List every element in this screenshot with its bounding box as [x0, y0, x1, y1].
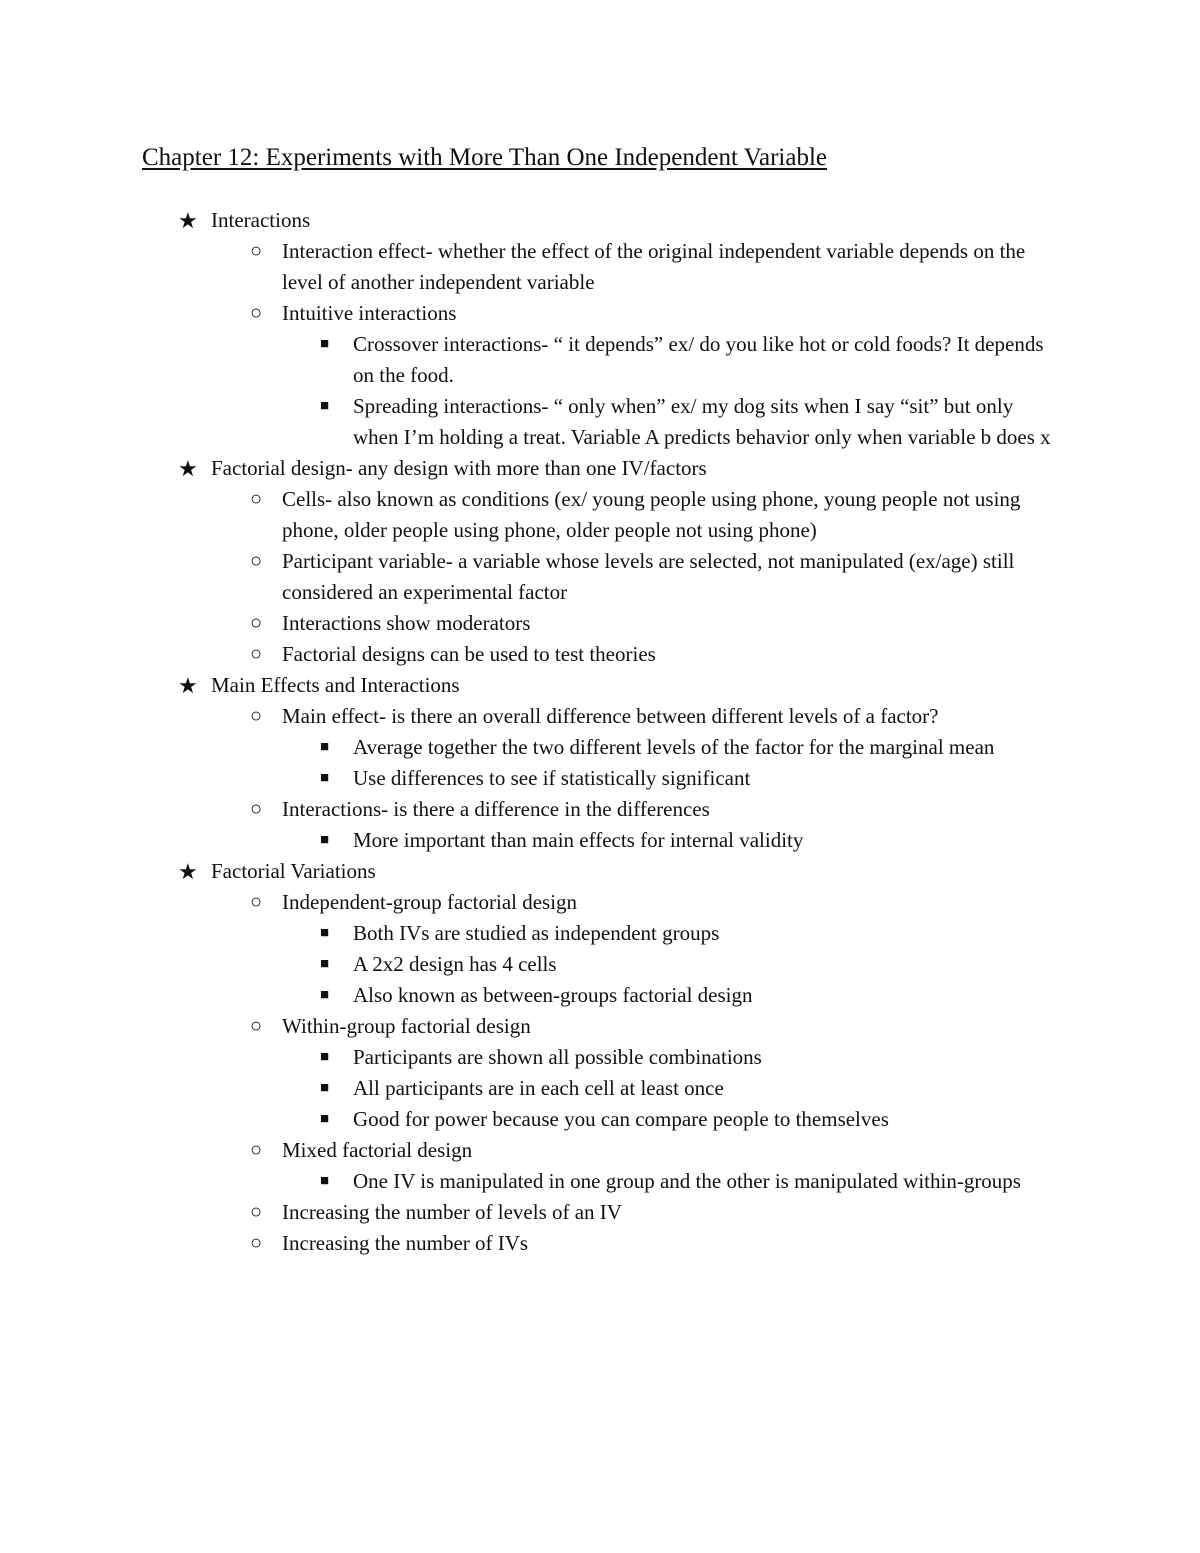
square-bullet-icon: ■	[320, 1080, 330, 1096]
circle-bullet-icon: ○	[250, 705, 263, 727]
outline-item-level-2	[142, 546, 1200, 608]
square-bullet-icon: ■	[320, 336, 330, 352]
circle-bullet-icon: ○	[250, 550, 263, 572]
square-bullet-icon: ■	[320, 1111, 330, 1127]
outline-item-text: Good for power because you can compare people to themselves	[353, 1107, 889, 1131]
circle-bullet-icon: ○	[250, 488, 263, 510]
outline-item-level-3	[142, 825, 1200, 856]
outline-item-level-2	[142, 236, 1200, 298]
outline-item-level-2	[142, 1228, 1200, 1259]
outline-item-text: Also known as between-groups factorial design	[353, 983, 753, 1007]
outline-item-text: Main effect- is there an overall difference between different levels of a factor?	[282, 704, 939, 728]
outline-item-text: Factorial design- any design with more than one IV/factors	[211, 456, 707, 480]
outline-item-text: Factorial Variations	[211, 859, 376, 883]
outline-item-level-2	[142, 701, 1200, 732]
outline-item-text: One IV is manipulated in one group and the other is manipulated within-groups	[353, 1169, 1021, 1193]
outline-item-text: Factorial designs can be used to test theories	[282, 642, 656, 666]
outline-item-text: Within-group factorial design	[282, 1014, 531, 1038]
circle-bullet-icon: ○	[250, 240, 263, 262]
outline-item-level-2	[142, 887, 1200, 918]
outline-item-level-3	[142, 732, 1200, 763]
outline-item-level-2	[142, 639, 1200, 670]
outline-item-level-1	[142, 453, 1200, 484]
outline-item-text: Interaction effect- whether the effect of the original independent variable depends on the level of another independent variable	[282, 239, 1026, 294]
outline-item-text: Participant variable- a variable whose levels are selected, not manipulated (ex/age) still considered an experimental factor	[282, 549, 1015, 604]
notes-outline	[142, 205, 1200, 1259]
outline-item-level-3	[142, 980, 1200, 1011]
square-bullet-icon: ■	[320, 832, 330, 848]
square-bullet-icon: ■	[320, 1173, 330, 1189]
square-bullet-icon: ■	[320, 956, 330, 972]
outline-item-level-2	[142, 794, 1200, 825]
star-bullet-icon: ★	[178, 859, 198, 884]
outline-item-text: Cells- also known as conditions (ex/ young people using phone, young people not using phone, older people using phone, older people not using phone)	[282, 487, 1021, 542]
outline-item-text: Interactions- is there a difference in the differences	[282, 797, 710, 821]
outline-item-text: All participants are in each cell at least once	[353, 1076, 724, 1100]
outline-item-level-2	[142, 1135, 1200, 1166]
star-bullet-icon: ★	[178, 208, 198, 233]
outline-item-level-3	[142, 918, 1200, 949]
outline-item-text: Interactions show moderators	[282, 611, 531, 635]
outline-item-level-2	[142, 484, 1200, 546]
outline-item-level-2	[142, 608, 1200, 639]
circle-bullet-icon: ○	[250, 302, 263, 324]
circle-bullet-icon: ○	[250, 1201, 263, 1223]
square-bullet-icon: ■	[320, 739, 330, 755]
outline-item-text: Intuitive interactions	[282, 301, 457, 325]
circle-bullet-icon: ○	[250, 643, 263, 665]
outline-item-level-2	[142, 1197, 1200, 1228]
star-bullet-icon: ★	[178, 456, 198, 481]
star-bullet-icon: ★	[178, 673, 198, 698]
outline-item-level-2	[142, 298, 1200, 329]
outline-item-level-3	[142, 391, 1200, 453]
outline-item-level-1	[142, 205, 1200, 236]
circle-bullet-icon: ○	[250, 1139, 263, 1161]
outline-item-level-3	[142, 1073, 1200, 1104]
circle-bullet-icon: ○	[250, 612, 263, 634]
outline-item-text: Average together the two different levels of the factor for the marginal mean	[353, 735, 995, 759]
outline-item-text: Interactions	[211, 208, 311, 232]
outline-item-level-1	[142, 670, 1200, 701]
outline-item-text: Participants are shown all possible combinations	[353, 1045, 762, 1069]
outline-item-text: Main Effects and Interactions	[211, 673, 460, 697]
outline-item-text: More important than main effects for internal validity	[353, 828, 804, 852]
circle-bullet-icon: ○	[250, 1232, 263, 1254]
square-bullet-icon: ■	[320, 987, 330, 1003]
outline-item-text: Mixed factorial design	[282, 1138, 473, 1162]
square-bullet-icon: ■	[320, 925, 330, 941]
square-bullet-icon: ■	[320, 398, 330, 414]
outline-item-text: A 2x2 design has 4 cells	[353, 952, 557, 976]
outline-item-text: Increasing the number of levels of an IV	[282, 1200, 622, 1224]
outline-item-level-1	[142, 856, 1200, 887]
circle-bullet-icon: ○	[250, 891, 263, 913]
outline-item-level-3	[142, 949, 1200, 980]
page-title: Chapter 12: Experiments with More Than One Independent Variable	[142, 144, 827, 171]
outline-item-text: Both IVs are studied as independent groups	[353, 921, 720, 945]
outline-item-level-3	[142, 1104, 1200, 1135]
circle-bullet-icon: ○	[250, 798, 263, 820]
square-bullet-icon: ■	[320, 770, 330, 786]
outline-item-level-3	[142, 763, 1200, 794]
outline-item-text: Crossover interactions- “ it depends” ex/ do you like hot or cold foods? It depends on the food.	[353, 332, 1044, 387]
outline-item-text: Use differences to see if statistically significant	[353, 766, 751, 790]
outline-item-level-3	[142, 329, 1200, 391]
square-bullet-icon: ■	[320, 1049, 330, 1065]
outline-item-level-3	[142, 1166, 1200, 1197]
outline-item-level-3	[142, 1042, 1200, 1073]
outline-item-text: Increasing the number of IVs	[282, 1231, 529, 1255]
circle-bullet-icon: ○	[250, 1015, 263, 1037]
outline-item-text: Independent-group factorial design	[282, 890, 578, 914]
outline-item-level-2	[142, 1011, 1200, 1042]
outline-item-text: Spreading interactions- “ only when” ex/ my dog sits when I say “sit” but only when I’m holding a treat. Variable A predicts behavior only when variable b does x	[353, 394, 1051, 449]
